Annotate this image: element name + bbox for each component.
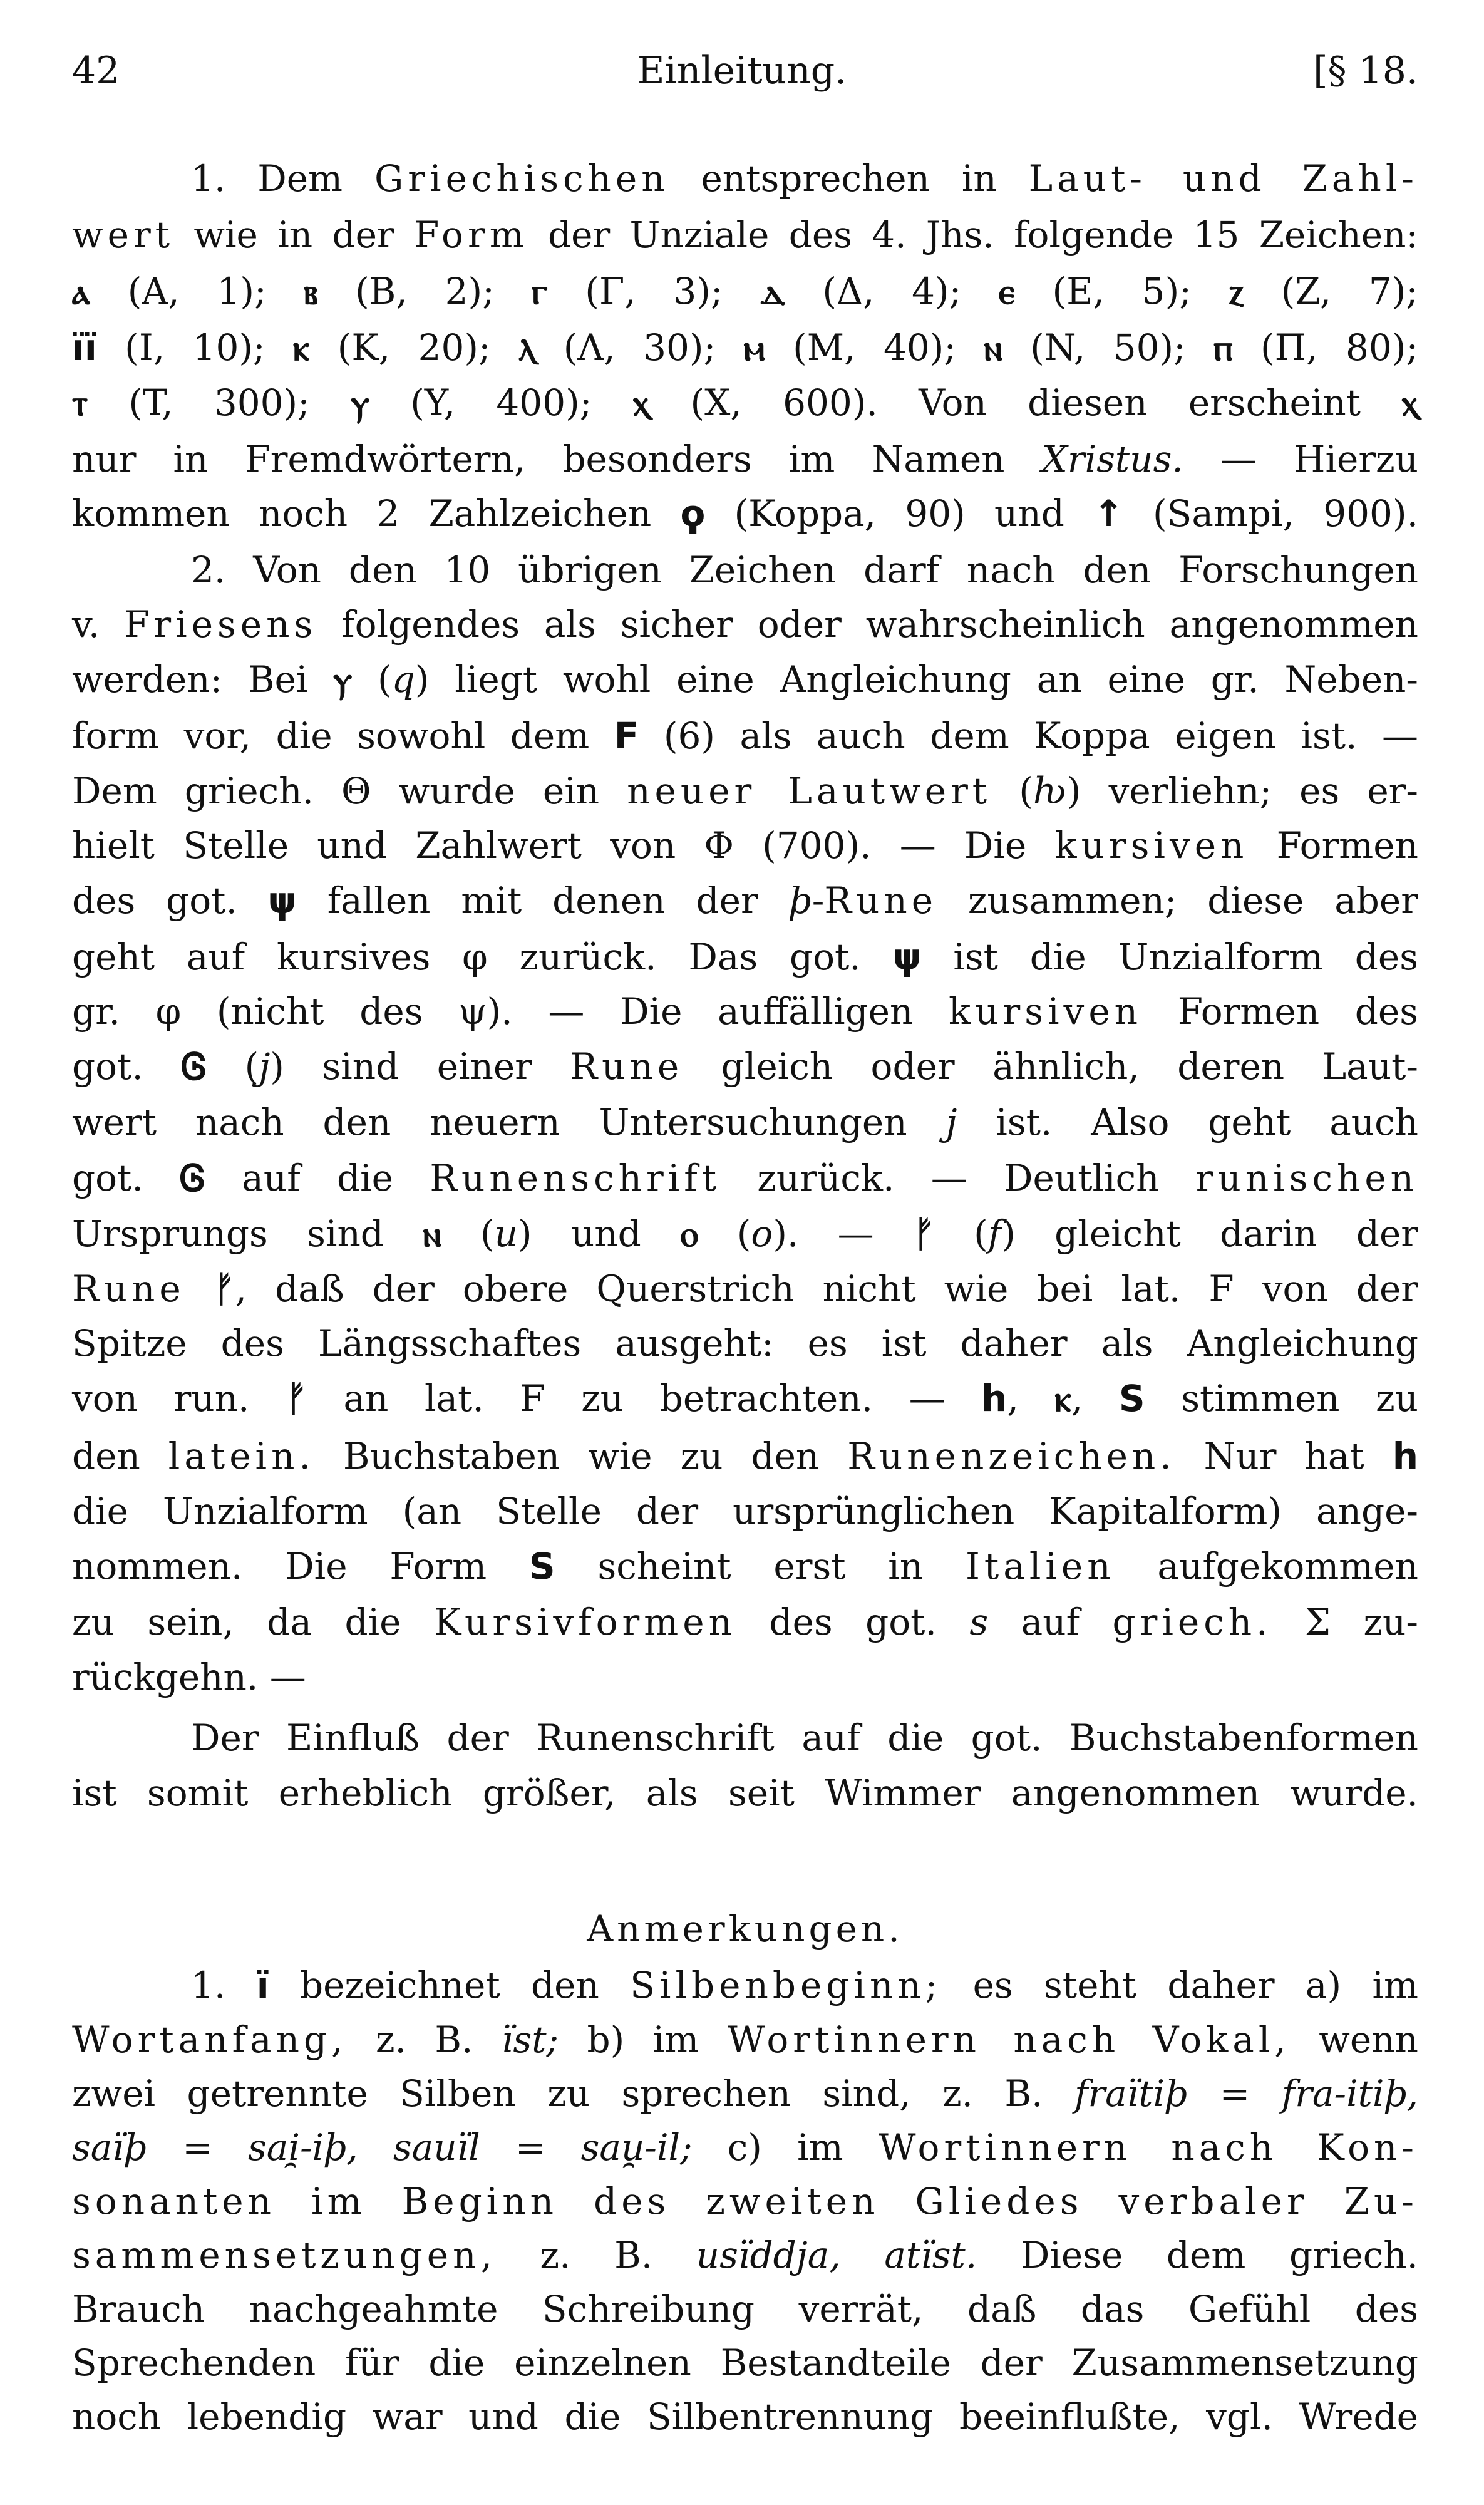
text-run: bezeichnet den: [269, 1964, 631, 2007]
text-run: 1.: [191, 1964, 257, 2007]
gothic-glyph: ↑: [1093, 492, 1124, 535]
text-run: 2. Von den 10 übrigen Zeichen darf nach den Forschungen: [191, 549, 1418, 591]
running-title: Einleitung.: [637, 49, 847, 93]
text-line: [72, 651, 1418, 708]
gothic-glyph: ⲭ: [1401, 381, 1418, 424]
text-run: neuer Lautwert: [627, 770, 992, 812]
text-run: got.: [72, 1045, 182, 1088]
text-line: [72, 1094, 1418, 1150]
text-line: [191, 1710, 1418, 1766]
text-run: (A, 1);: [90, 270, 304, 312]
text-run: (K, 20);: [309, 326, 519, 369]
gothic-glyph: ⲩ: [350, 381, 370, 424]
text-run: ist. Also geht auch: [957, 1101, 1418, 1144]
note-line: [72, 2119, 1418, 2176]
text-run: Rune: [824, 879, 938, 922]
text-run: =: [1188, 2072, 1282, 2115]
text-run: ) sind einer: [270, 1045, 570, 1088]
text-run: wert nach den neuern Untersuchungen: [72, 1101, 946, 1144]
text-run: noch lebendig war und die Silbentrennung beeinflußte, vgl. Wrede: [72, 2395, 1418, 2438]
text-line: [191, 150, 1418, 207]
gothic-glyph: ⲉ: [998, 270, 1015, 312]
text-line: [72, 1038, 1418, 1095]
text-run: (Π, 80);: [1232, 326, 1419, 369]
text-run: nommen. Die Form: [72, 1545, 529, 1588]
text-run: usïddja, atïst.: [696, 2234, 977, 2276]
text-run: Σ zu-: [1272, 1601, 1419, 1643]
text-run: kursiven: [1054, 824, 1249, 867]
note-line: [72, 2281, 1418, 2337]
text-run: die Unzialform (an Stelle der ursprünglichen Kapitalform) ange-: [72, 1490, 1418, 1532]
text-run: wie in der: [174, 214, 414, 256]
text-run: o: [751, 1212, 773, 1255]
gothic-glyph: ⲁ: [72, 270, 90, 312]
text-run: Der Einfluß der Runenschrift auf die got. Buchstabenformen: [191, 1717, 1418, 1759]
text-line: [72, 1150, 1418, 1206]
notes-heading: Anmerkungen.: [587, 1908, 904, 1950]
text-line: [72, 1315, 1418, 1371]
gothic-glyph: ᚠ: [213, 1268, 235, 1310]
section-marker: [§ 18.: [1313, 49, 1418, 93]
note-line: [72, 2227, 1418, 2283]
text-run: ,: [1071, 1377, 1119, 1420]
text-run: wert: [72, 214, 175, 256]
text-run: z. B.: [347, 2018, 502, 2061]
text-run: stimmen zu: [1145, 1377, 1419, 1420]
text-run: Nur hat: [1175, 1435, 1393, 1477]
text-run: Silbenbeginn;: [630, 1964, 942, 2007]
text-line: [72, 763, 1418, 819]
note-line: [191, 1957, 1418, 2013]
text-run: [185, 1268, 214, 1310]
text-run: von run.: [72, 1377, 286, 1420]
text-run: Runenzeichen.: [847, 1435, 1176, 1477]
gothic-glyph: ⲅ: [532, 270, 548, 312]
text-run: zurück. — Deutlich: [721, 1157, 1196, 1199]
gothic-glyph: ⲗ: [518, 326, 536, 369]
text-line: [72, 983, 1418, 1040]
text-line: [72, 263, 1418, 319]
text-run: ist die Unzialform des: [921, 936, 1418, 978]
text-run: kommen noch 2 Zahlzeichen: [72, 492, 681, 535]
gothic-glyph: ⲕ: [292, 326, 310, 369]
text-line: [72, 485, 1418, 542]
text-run: gleich oder ähnlich, deren Laut-: [683, 1045, 1419, 1088]
gothic-glyph: S: [528, 1545, 555, 1588]
text-run: (X, 600). Von diesen erscheint: [649, 381, 1402, 424]
page-number: 42: [72, 49, 120, 93]
text-run: (: [991, 770, 1033, 812]
gothic-glyph: ⲩ: [333, 658, 353, 701]
text-run: es steht daher a) im: [942, 1964, 1419, 2007]
text-run: Wortinnern nach Vokal,: [727, 2018, 1291, 2061]
text-run: latein.: [168, 1435, 315, 1477]
text-run: (Γ, 3);: [547, 270, 761, 312]
gothic-glyph: ψ: [267, 879, 297, 922]
text-run: [358, 2126, 393, 2169]
gothic-glyph: ⲇ: [760, 270, 785, 312]
text-run: c) im: [692, 2126, 879, 2169]
gothic-glyph: Ꮆ: [181, 1045, 207, 1088]
gothic-glyph: ⲡ: [1213, 326, 1233, 369]
gothic-glyph: ⲭ: [632, 381, 650, 424]
text-run: ƕ: [1033, 770, 1067, 812]
text-run: Kursivformen: [433, 1601, 736, 1643]
gothic-glyph: ⲛ: [984, 326, 1002, 369]
text-line: [72, 708, 1418, 764]
text-run: (: [352, 658, 392, 701]
text-run: des got.: [736, 1601, 970, 1643]
text-run: fallen mit denen der: [296, 879, 789, 922]
text-run: Rune: [570, 1045, 684, 1088]
text-run: ist somit erheblich größer, als seit Wimmer angenommen wurde.: [72, 1772, 1418, 1814]
text-run: =: [480, 2126, 581, 2169]
text-line: [72, 1765, 1418, 1821]
text-run: kursiven: [949, 990, 1143, 1033]
text-run: folgendes als sicher oder wahrscheinlich angenommen: [317, 603, 1418, 646]
text-run: (B, 2);: [317, 270, 532, 312]
gothic-glyph: Ꮆ: [180, 1157, 205, 1199]
text-run: Sprechenden für die einzelnen Bestandteile der Zusammensetzung: [72, 2342, 1418, 2384]
text-run: (Sampi, 900).: [1123, 492, 1419, 535]
text-line: [72, 319, 1418, 376]
gothic-glyph: ⲕ: [1054, 1377, 1071, 1420]
gothic-glyph: ⲛ: [423, 1212, 441, 1255]
text-run: auf die: [205, 1157, 430, 1199]
text-run: an lat. F zu betrachten. —: [307, 1377, 982, 1420]
text-run: Spitze des Längsschaftes ausgeht: es ist daher als Angleichung: [72, 1322, 1418, 1365]
text-run: sammensetzungen,: [72, 2234, 497, 2276]
text-run: s: [969, 1601, 989, 1643]
text-line: [72, 929, 1418, 985]
text-run: (6) als auch dem Koppa eigen ist. —: [639, 715, 1419, 757]
text-run: (I, 10);: [96, 326, 293, 369]
text-run: sonanten im Beginn des zweiten Gliedes verbaler Zu-: [72, 2180, 1418, 2223]
text-run: ïst;: [501, 2018, 559, 2061]
text-run: z. B.: [496, 2234, 696, 2276]
gothic-glyph: ϙ: [680, 492, 706, 535]
text-run: (T, 300);: [88, 381, 351, 424]
text-run: runischen: [1195, 1157, 1419, 1199]
text-run: Formen des: [1142, 990, 1418, 1033]
text-run: Diese dem griech.: [977, 2234, 1418, 2276]
text-run: nur in Fremdwörtern, besonders im Namen: [72, 438, 1042, 480]
text-run: griech.: [1112, 1601, 1272, 1643]
text-run: — Hierzu: [1183, 438, 1418, 480]
text-run: Brauch nachgeahmte Schreibung verrät, daß das Gefühl des: [72, 2288, 1418, 2330]
note-line: [72, 2389, 1418, 2445]
text-run: b) im: [559, 2018, 728, 2061]
text-run: sau̯-il;: [580, 2126, 693, 2169]
text-run: Formen: [1248, 824, 1418, 867]
text-run: Friesens: [124, 603, 317, 646]
text-run: fra-itiþ,: [1281, 2072, 1418, 2115]
gothic-glyph: ᚠ: [286, 1377, 307, 1420]
gothic-glyph: ψ: [892, 936, 922, 978]
text-run: (M, 40);: [765, 326, 984, 369]
text-run: -: [812, 879, 825, 922]
text-run: =: [147, 2126, 249, 2169]
gothic-glyph: ⲙ: [743, 326, 765, 369]
text-run: zusammen; diese aber: [937, 879, 1418, 922]
text-run: Form: [413, 214, 528, 256]
text-line: [191, 542, 1418, 598]
text-run: (Y, 400);: [369, 381, 633, 424]
text-run: der Unziale des 4. Jhs. folgende 15 Zeichen:: [528, 214, 1418, 256]
text-line: [72, 374, 1418, 431]
text-run: (Koppa, 90) und: [705, 492, 1094, 535]
text-run: þ: [788, 879, 812, 922]
text-run: u: [494, 1212, 518, 1255]
gothic-glyph: ⲃ: [304, 270, 318, 312]
text-run: ). —: [773, 1212, 913, 1255]
text-run: Dem griech. Θ wurde ein: [72, 770, 627, 812]
text-run: zwei getrennte Silben zu sprechen sind, z. B.: [72, 2072, 1074, 2115]
text-run: got.: [72, 1157, 180, 1199]
gothic-glyph: F: [614, 715, 639, 757]
text-run: Rune: [72, 1268, 185, 1310]
text-run: scheint erst in: [555, 1545, 966, 1588]
text-run: ) verliehn; es er-: [1066, 770, 1418, 812]
note-line: [72, 2335, 1418, 2391]
text-run: sauïl: [393, 2126, 480, 2169]
text-run: ) und: [517, 1212, 681, 1255]
text-run: gr. φ (nicht des ψ). — Die auffälligen: [72, 990, 949, 1033]
text-line: [72, 431, 1418, 487]
text-run: (Δ, 4);: [785, 270, 999, 312]
gothic-glyph: S: [1118, 1377, 1145, 1420]
text-line: [72, 872, 1418, 929]
note-line: [72, 2012, 1418, 2068]
text-run: form vor, die sowohl dem: [72, 715, 614, 757]
text-run: 1. Dem: [191, 157, 374, 200]
text-run: Buchstaben wie zu den: [314, 1435, 848, 1477]
text-run: Runenschrift: [430, 1157, 721, 1199]
text-line: [72, 1594, 1418, 1650]
text-line: [72, 207, 1418, 263]
text-run: ,: [1007, 1377, 1055, 1420]
text-run: (: [207, 1045, 259, 1088]
text-run: werden: Bei: [72, 658, 334, 701]
text-run: (: [698, 1212, 751, 1255]
text-run: (N, 50);: [1002, 326, 1214, 369]
text-run: auf: [988, 1601, 1113, 1643]
text-run: (: [441, 1212, 495, 1255]
text-run: Griechischen: [374, 157, 669, 200]
text-run: (Λ, 30);: [535, 326, 744, 369]
text-run: hielt Stelle und Zahlwert von Φ (700). — Die: [72, 824, 1055, 867]
text-run: Ursprungs sind: [72, 1212, 423, 1255]
text-run: des got.: [72, 879, 268, 922]
text-line: [72, 1370, 1418, 1427]
text-run: ) gleicht darin der: [1001, 1212, 1419, 1255]
note-line: [72, 2065, 1418, 2122]
text-line: [72, 1261, 1418, 1317]
text-run: Italien: [966, 1545, 1115, 1588]
text-line: [72, 817, 1418, 874]
text-run: Laut- und Zahl-: [1028, 157, 1418, 200]
text-run: sai̯-iþ,: [248, 2126, 358, 2169]
gothic-glyph: ïï: [72, 326, 97, 369]
gothic-glyph: h: [981, 1377, 1007, 1420]
gothic-glyph: ⲍ: [1229, 270, 1244, 312]
text-run: wenn: [1290, 2018, 1418, 2061]
text-run: Wortinnern nach Kon-: [878, 2126, 1418, 2169]
text-run: Xristus.: [1041, 438, 1183, 480]
gothic-glyph: ⲟ: [680, 1212, 698, 1255]
text-run: , daß der obere Querstrich nicht wie bei lat. F von der: [235, 1268, 1419, 1310]
text-line: [72, 1206, 1418, 1262]
text-run: geht auf kursives φ zurück. Das got.: [72, 936, 893, 978]
text-run: ) liegt wohl eine Angleichung an eine gr. Neben-: [415, 658, 1418, 701]
text-run: f: [987, 1212, 1002, 1255]
text-run: (: [934, 1212, 988, 1255]
text-run: entsprechen in: [669, 157, 1029, 200]
text-run: Wortanfang,: [72, 2018, 348, 2061]
text-run: den: [72, 1435, 168, 1477]
text-run: j: [946, 1101, 957, 1144]
text-line: [72, 1483, 1418, 1539]
text-line: [72, 1538, 1418, 1594]
text-run: saïþ: [72, 2126, 148, 2169]
text-run: (E, 5);: [1014, 270, 1229, 312]
text-run: fraïtiþ: [1074, 2072, 1188, 2115]
gothic-glyph: ï: [256, 1964, 269, 2007]
gothic-glyph: h: [1392, 1435, 1418, 1477]
text-run: v.: [72, 603, 125, 646]
text-run: rückgehn. —: [72, 1656, 306, 1698]
note-line: [72, 2173, 1418, 2229]
text-run: q: [391, 658, 415, 701]
text-run: j: [259, 1045, 271, 1088]
gothic-glyph: ᚠ: [913, 1212, 935, 1255]
text-run: aufgekommen: [1115, 1545, 1418, 1588]
text-run: (Z, 7);: [1244, 270, 1418, 312]
text-line: [72, 1428, 1418, 1484]
text-line: [72, 596, 1418, 653]
text-line: [72, 1649, 1418, 1705]
gothic-glyph: ⲧ: [72, 381, 88, 424]
text-run: zu sein, da die: [72, 1601, 434, 1643]
